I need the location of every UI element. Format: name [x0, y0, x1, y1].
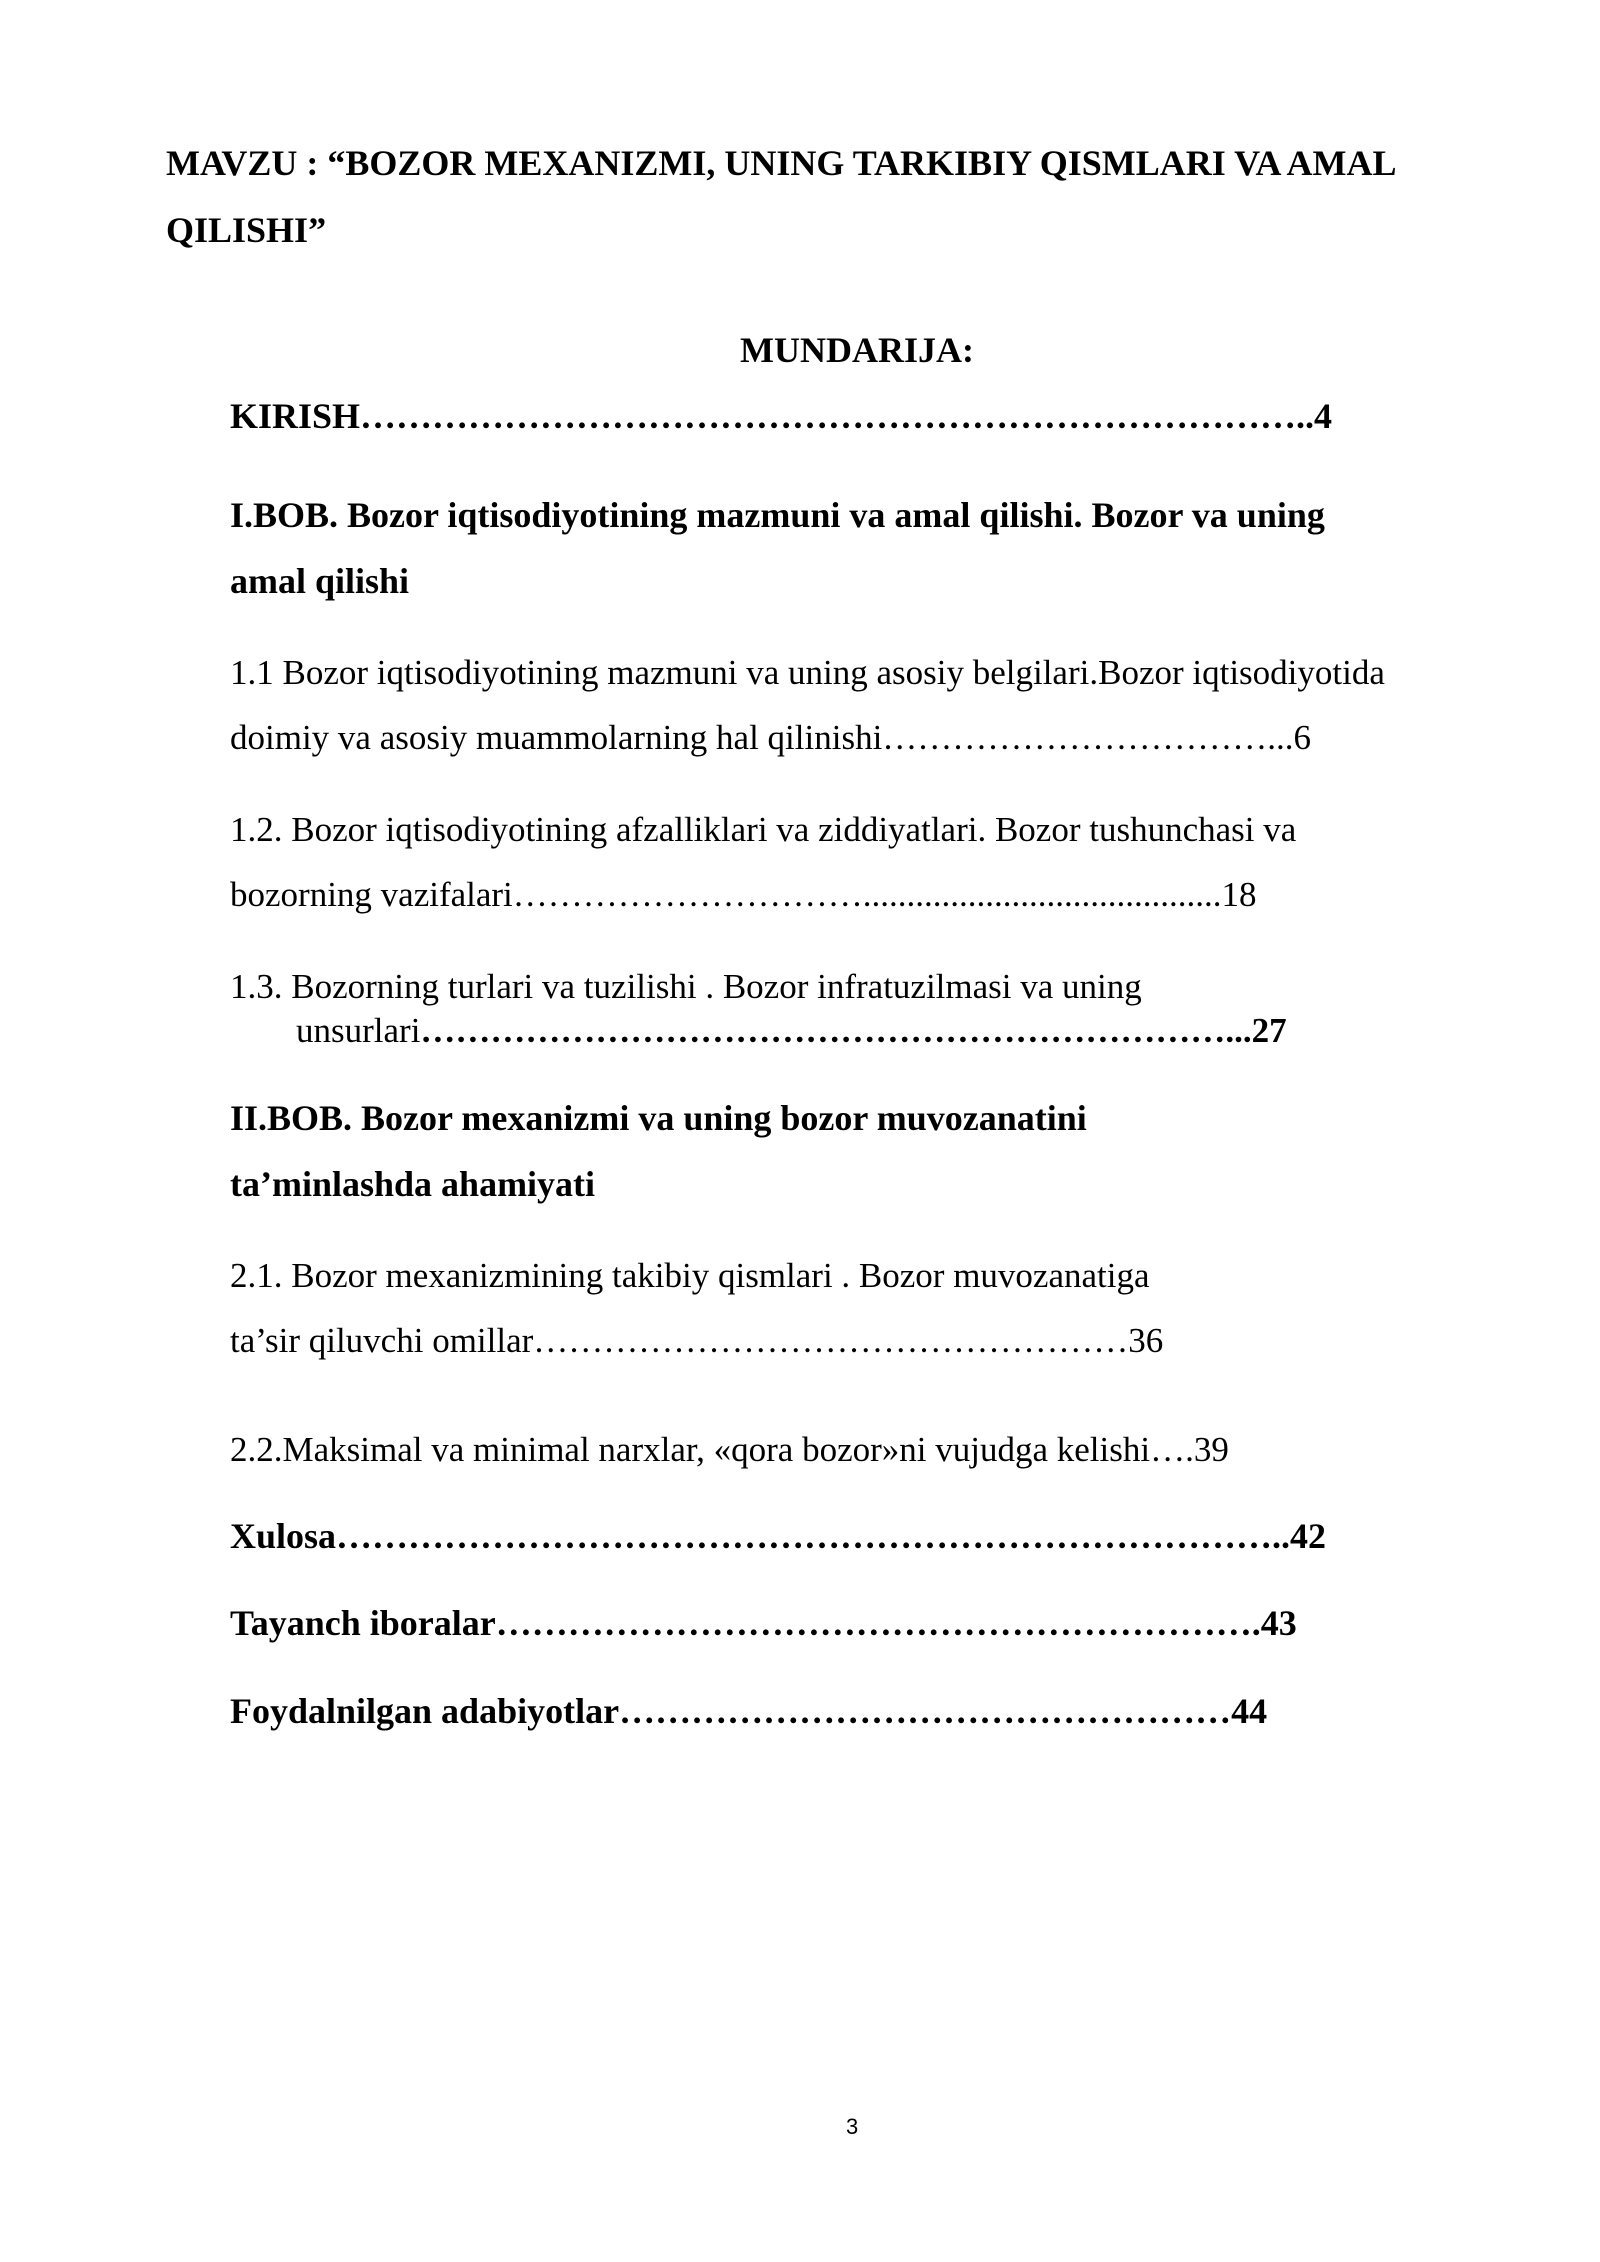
toc-section-1-1-line2: doimiy va asosiy muammolarning hal qilinishi……………………………...6: [230, 718, 1312, 757]
toc-section-2-1-line2: ta’sir qiluvchi omillar……………………………………………36: [230, 1321, 1164, 1360]
toc-section-1-1-line1: 1.1 Bozor iqtisodiyotining mazmuni va uning asosiy belgilari.Bozor iqtisodiyotida: [230, 653, 1385, 692]
toc-chapter-1-line1: I.BOB. Bozor iqtisodiyotining mazmuni va amal qilishi. Bozor va uning: [230, 495, 1325, 535]
topic-title-line2: QILISHI”: [166, 210, 327, 250]
toc-section-1-3-leader: ……………………………………………………………...27: [420, 1011, 1287, 1050]
toc-heading: MUNDARIJA:: [740, 330, 974, 370]
toc-entry-tayanch-iboralar: Tayanch iboralar……………………………………………………….43: [230, 1603, 1297, 1643]
toc-entry-kirish: KIRISH……………………………………………………………………..4: [230, 396, 1333, 436]
toc-section-1-3-line1: 1.3. Bozorning turlari va tuzilishi . Bozor infratuzilmasi va uning: [230, 967, 1142, 1006]
toc-section-1-2-line1: 1.2. Bozor iqtisodiyotining afzalliklari va ziddiyatlari. Bozor tushunchasi va: [230, 810, 1297, 849]
toc-section-1-3-text: unsurlari: [296, 1011, 421, 1050]
toc-chapter-1-line2: amal qilishi: [230, 561, 410, 601]
toc-section-1-3-line2: [296, 1013, 1287, 1049]
toc-section-1-2-line2: bozorning vazifalari………………………….........................................18: [230, 875, 1257, 914]
toc-section-2-2: 2.2.Maksimal va minimal narxlar, «qora bozor»ni vujudga kelishi….39: [230, 1430, 1229, 1469]
topic-title-line1: MAVZU : “BOZOR MEXANIZMI, UNING TARKIBIY QISMLARI VA AMAL: [166, 143, 1397, 183]
toc-entry-adabiyotlar: Foydalnilgan adabiyotlar……………………………………………44: [230, 1691, 1268, 1731]
toc-chapter-2-line1: II.BOB. Bozor mexanizmi va uning bozor muvozanatini: [230, 1098, 1087, 1138]
page-number: 3: [846, 2114, 859, 2139]
toc-entry-xulosa: Xulosa……………………………………………………………………..42: [230, 1516, 1327, 1556]
toc-section-2-1-line1: 2.1. Bozor mexanizmining takibiy qismlari . Bozor muvozanatiga: [230, 1256, 1150, 1295]
toc-chapter-2-line2: ta’minlashda ahamiyati: [230, 1164, 596, 1204]
